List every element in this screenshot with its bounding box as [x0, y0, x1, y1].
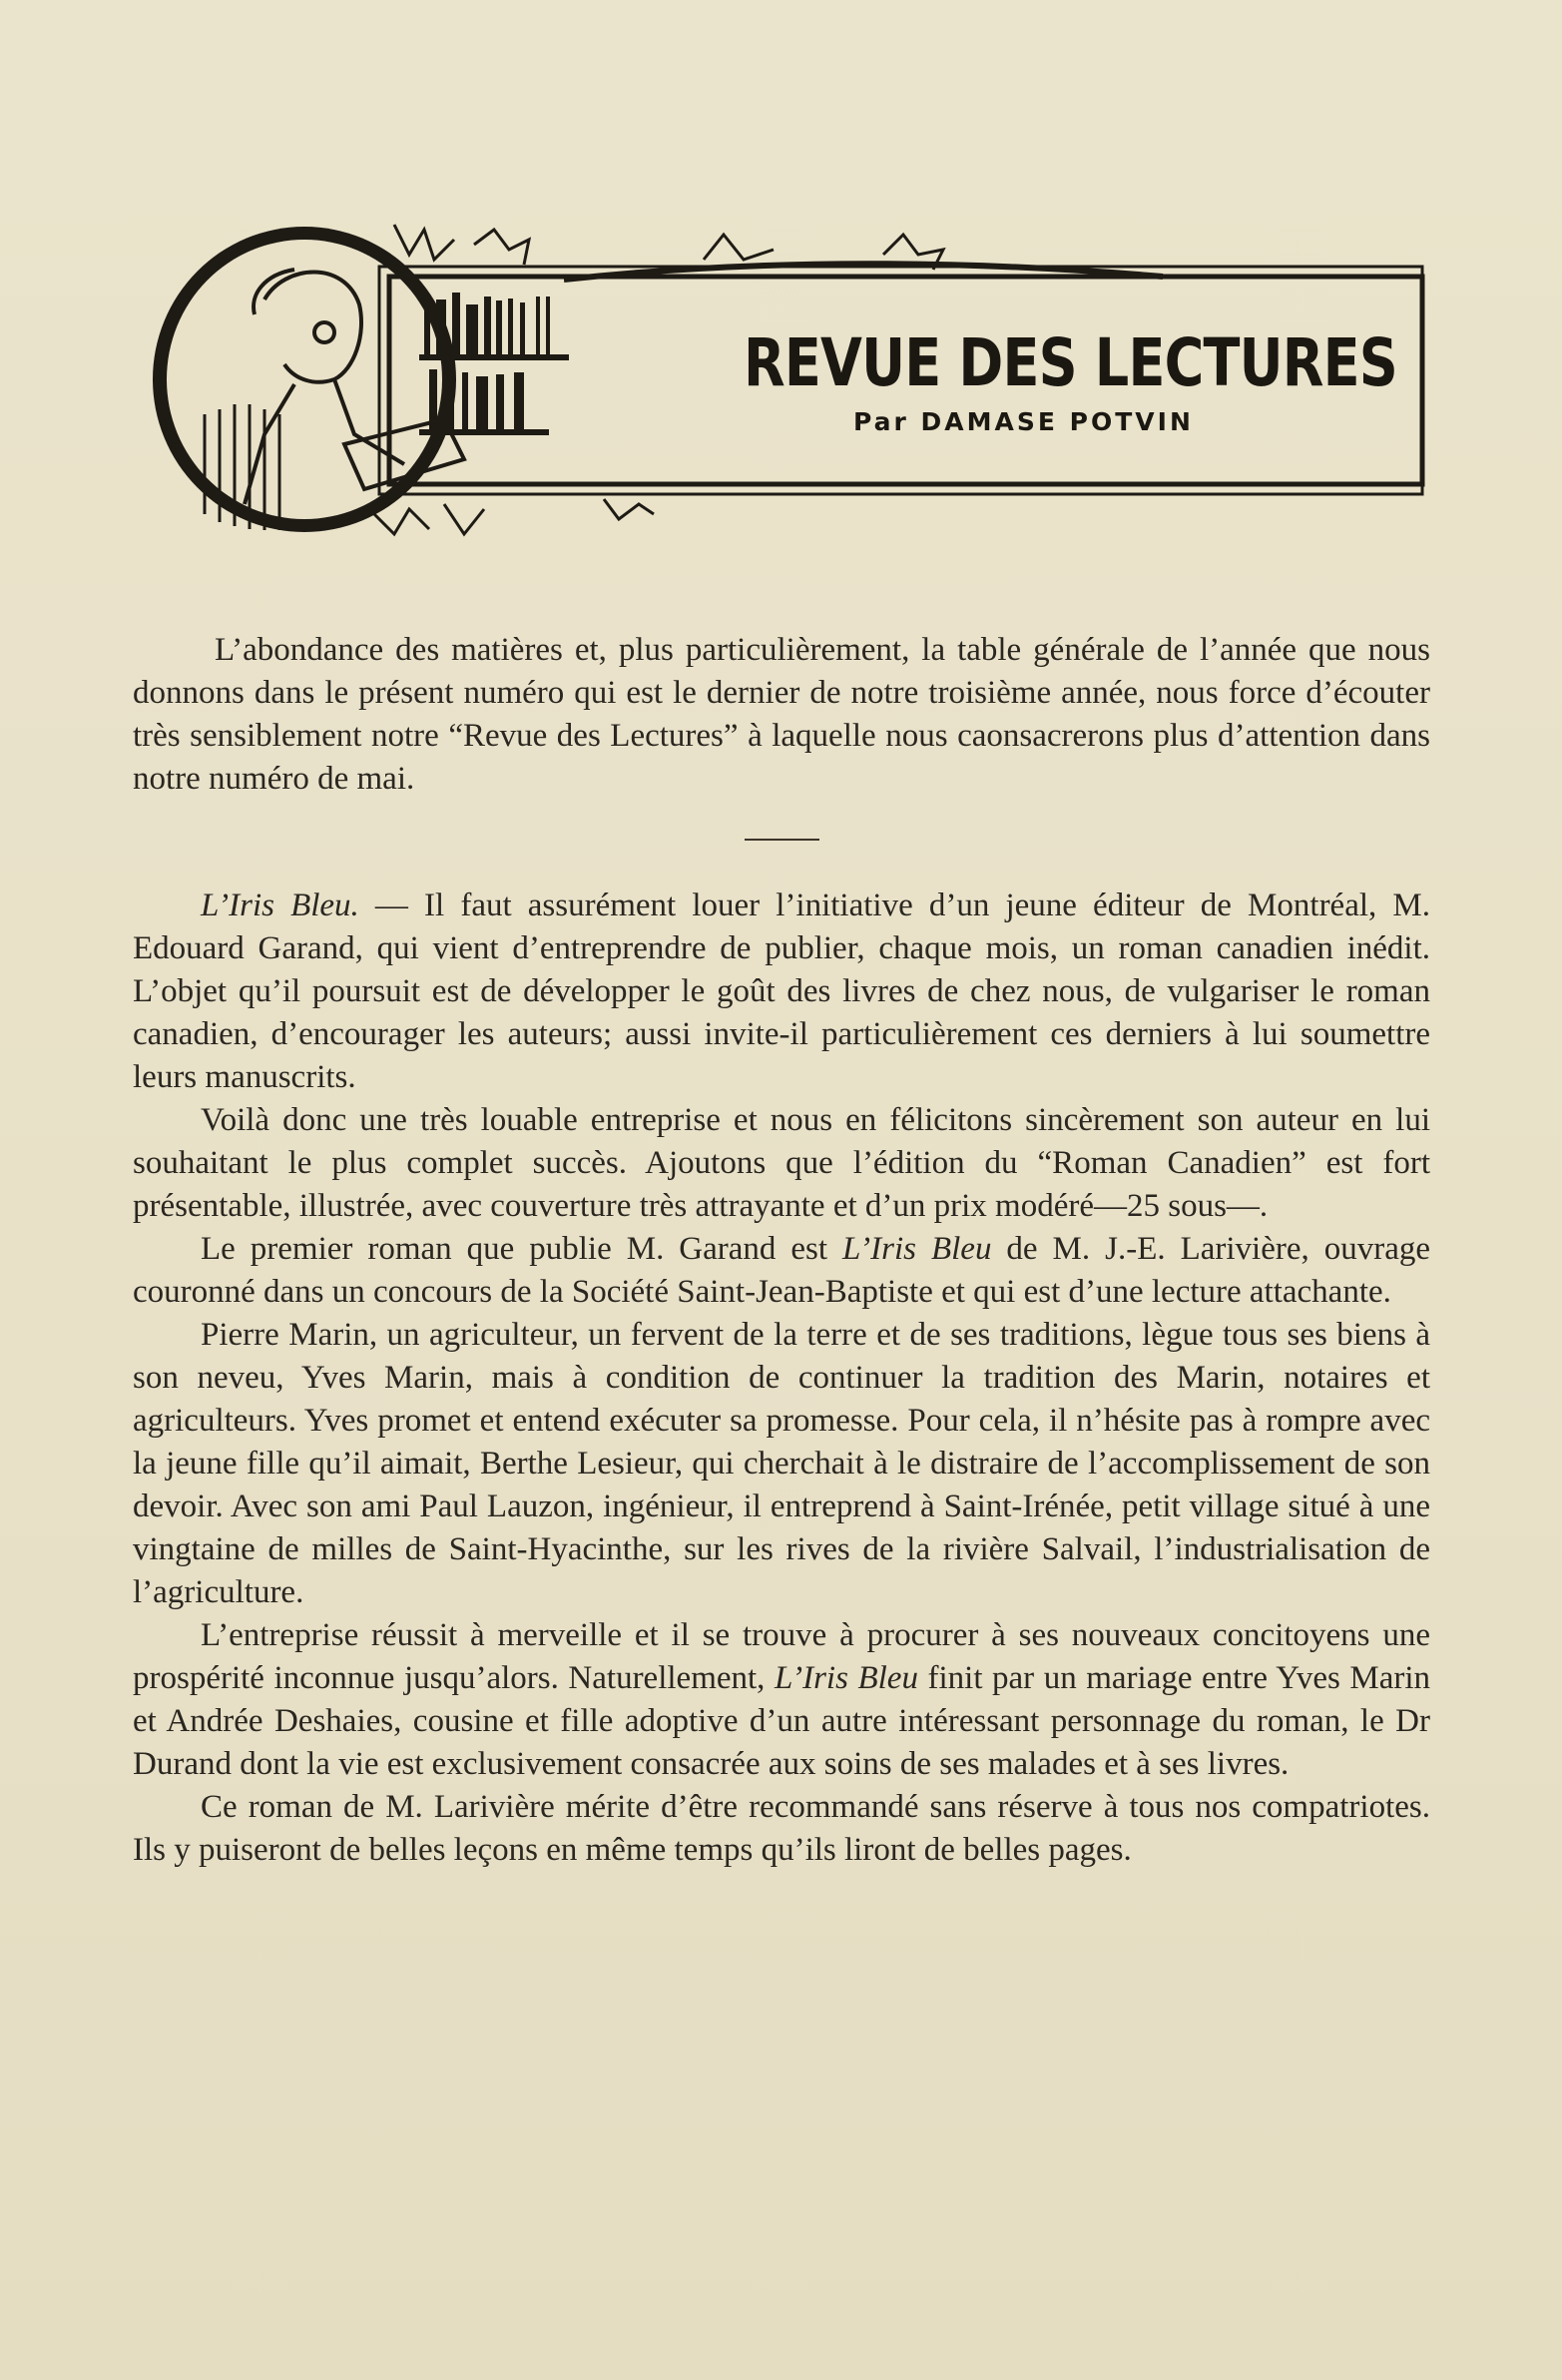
banner-byline: Par DAMASE POTVIN [853, 407, 1194, 436]
article-body [133, 629, 1430, 1872]
section-divider [745, 839, 819, 841]
review-paragraph-1 [133, 885, 1430, 1099]
review-paragraph-5 [133, 1614, 1430, 1786]
banner-title: REVUE DES LECTURES [744, 324, 1397, 401]
review-paragraph-2: Voilà donc une très louable entreprise et nous en félicitons sincèrement son auteur en lui souhaitant le plus complet succès. Ajoutons que l’édition du “Roman Canadien” est fort présentable, illustrée, avec couverture très attrayante et d’un prix modéré—25 sous—. [133, 1102, 1430, 1224]
review-paragraph-4: Pierre Marin, un agriculteur, un fervent de la terre et de ses traditions, lègue tous ses biens à son neveu, Yves Marin, mais à condition de continuer la tradition des Marin, notaires et agriculteurs. Yves promet et entend exécuter sa promesse. Pour cela, il n’hésite pas à rompre avec la jeune fille qu’il aimait, Berthe Lesieur, qui cherchait à le distraire de l’accomplissement de son devoir. Avec son ami Paul Lauzon, ingénieur, il entreprend à Saint-Irénée, petit village situé à une vingtaine de milles de Saint-Hyacinthe, sur les rives de la rivière Salvail, l’industrialisation de l’agriculture. [133, 1317, 1430, 1610]
header-banner [145, 205, 1427, 559]
review-paragraph-3-text-b: de M. J.-E. Larivière, ouvrage couronné dans un concours de la Société Saint-Jean-Baptiste et qui est d’une lecture attachante. [133, 1231, 1431, 1310]
book-title-inline: L’Iris Bleu [842, 1231, 992, 1267]
review-paragraph-5-text-b: finit par un mariage entre Yves Marin et Andrée Deshaies, cousine et fille adoptive d’un autre intéressant personnage du roman, le Dr Durand dont la vie est exclusivement consacrée aux soins de ses malades et à ses livres. [133, 1660, 1431, 1782]
book-title-inline: L’Iris Bleu [774, 1660, 918, 1696]
review-paragraph-5-text-a: L’entreprise réussit à merveille et il se trouve à procurer à ses nouveaux concitoyens une prospérité inconnue jusqu’alors. Naturellement, [133, 1617, 1430, 1696]
review-paragraph-3-text-a: Le premier roman que publie M. Garand est [201, 1231, 843, 1267]
review-paragraph-6: Ce roman de M. Larivière mérite d’être recommandé sans réserve à tous nos compatriotes. Ils y puiseront de belles leçons en même temps qu’ils liront de belles pages. [133, 1789, 1430, 1868]
review-paragraph-1-text: — Il faut assurément louer l’initiative d’un jeune éditeur de Montréal, M. Edouard Garand, qui vient d’entreprendre de publier, chaque mois, un roman canadien inédit. L’objet qu’il poursuit est de développer le goût des livres de chez nous, de vulgariser le roman canadien, d’encourager les auteurs; aussi invite-il particulièrement ces derniers à lui soumettre leurs manuscrits. [133, 888, 1430, 1095]
review-paragraph-3 [133, 1228, 1430, 1314]
book-title: L’Iris Bleu. [201, 888, 359, 923]
intro-paragraph: L’abondance des matières et, plus particulièrement, la table générale de l’année que nous donnons dans le présent numéro qui est le dernier de notre troisième année, nous force d’écouter très sensiblement notre “Revue des Lectures” à laquelle nous caonsacrerons plus d’attention dans notre numéro de mai. [133, 632, 1430, 797]
